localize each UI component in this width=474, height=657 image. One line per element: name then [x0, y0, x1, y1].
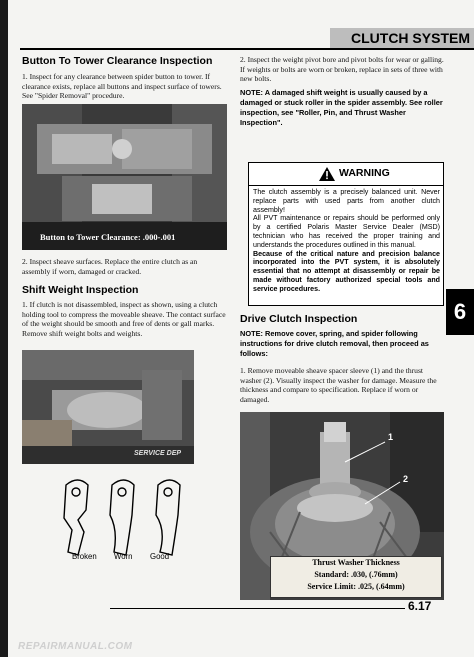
- warning-body-2: All PVT maintenance or repairs should be performed only by a certified Polaris Master Service Dealer (MSD) technician who has received the proper training and understands the procedures outlined in this manual.: [253, 214, 440, 249]
- thrust-washer-limit: Service Limit: .025, (.64mm): [307, 582, 405, 591]
- label-good: Good: [150, 552, 170, 561]
- chapter-tab: 6: [446, 289, 474, 335]
- site-watermark: REPAIRMANUAL.COM: [18, 641, 133, 652]
- warning-triangle-icon: [319, 167, 335, 181]
- callout-1: 1: [388, 432, 394, 442]
- heading-shift-weight: Shift Weight Inspection: [22, 284, 139, 296]
- photo-caption-clearance: Button to Tower Clearance: .000-.001: [40, 232, 176, 242]
- clutch-holding-tool-photo: [22, 350, 194, 464]
- weight-good-shape: [156, 480, 180, 555]
- heading-drive-clutch: Drive Clutch Inspection: [240, 313, 358, 325]
- step-weight-pivot-2: 2. Inspect the weight pivot bore and pivot bolts for wear or galling. If weights or bolts are worn or broken, replace in sets of three with new bolts.: [240, 55, 444, 84]
- warning-box: [248, 162, 444, 306]
- step-button-tower-2: 2. Inspect sheave surfaces. Replace the entire clutch as an assembly if worn, damaged or cracked.: [22, 257, 198, 276]
- warning-header: [249, 163, 443, 186]
- warning-body-3: Because of the critical nature and precision balance incorporated into the PVT system, it is absolutely essential that no attempt at disassembly or repair be made without factory authorized special tools and service procedures.: [253, 249, 440, 293]
- callout-2: 2: [403, 474, 409, 484]
- warning-title: WARNING: [339, 167, 390, 179]
- weight-worn-shape: [110, 480, 134, 555]
- header-rule: [20, 48, 474, 50]
- label-broken: Broken: [72, 552, 97, 561]
- step-shift-weight-1: 1. If clutch is not disassembled, inspect as shown, using a clutch holding tool to compress the moveable sheave. The contact surface of the weight should be smooth and free of dents or gall marks. Remove shift weight bolts and weights.: [22, 300, 226, 338]
- warning-body-1: The clutch assembly is a precisely balanced unit. Never replace parts with used parts from another clutch assembly!: [253, 188, 440, 214]
- note-damaged-weight: NOTE: A damaged shift weight is usually caused by a damaged or stuck roller in the spider assembly. See roller inspection, see "Roller, Pin, and Thrust Washer Inspection".: [240, 88, 443, 127]
- note-drive-clutch: NOTE: Remove cover, spring, and spider following instructions for drive clutch removal, then proceed as follows:: [240, 329, 429, 358]
- clutch-spider-photo: [22, 104, 227, 250]
- thrust-washer-spec-box: [270, 556, 442, 598]
- thrust-washer-title: Thrust Washer Thickness: [312, 558, 400, 567]
- label-worn: Worn: [114, 552, 133, 561]
- step-button-tower-1: 1. Inspect for any clearance between spider button to tower. If clearance exists, replace all buttons and inspect surface of towers. See "Spider Removal" procedure.: [22, 72, 222, 101]
- heading-button-tower: Button To Tower Clearance Inspection: [22, 55, 213, 67]
- page-binding-shadow: [0, 0, 8, 657]
- section-title: CLUTCH SYSTEM: [351, 30, 470, 46]
- step-drive-clutch-1: 1. Remove moveable sheave spacer sleeve (1) and the thrust washer (2). Visually inspect the washer for damage. Measure the thickness and compare to specification. Replace if worn or damaged.: [240, 366, 437, 404]
- footer-rule: [110, 608, 405, 609]
- photo-button-tower: [22, 104, 227, 250]
- photo-shift-weight: [22, 350, 194, 464]
- weight-broken-shape: [64, 480, 88, 555]
- photo-watermark-service: SERVICE DEP: [134, 450, 182, 457]
- warning-body: [253, 188, 440, 294]
- thrust-washer-standard: Standard: .030, (.76mm): [314, 570, 398, 579]
- page-number: 6.17: [408, 599, 432, 613]
